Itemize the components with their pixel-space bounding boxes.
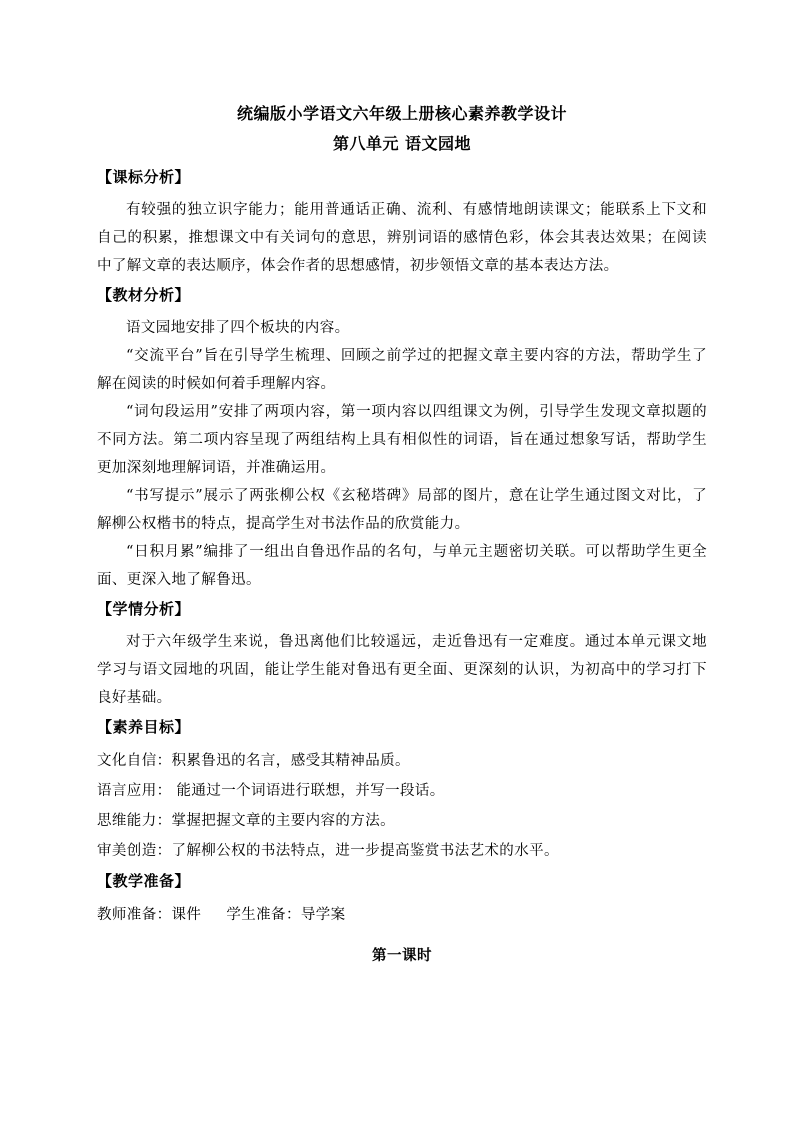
goal-item: 文化自信：积累鲁迅的名言，感受其精神品质。 <box>97 753 410 769</box>
textbook-paragraph: “交流平台”旨在引导学生梳理、回顾之前学过的把握文章主要内容的方法，帮助学生了解在阅读的时候如何着手理解内容。 <box>97 348 707 392</box>
section-heading-prep: 【教学准备】 <box>97 872 191 890</box>
section-prep <box>97 868 707 930</box>
goal-item: 审美创造：了解柳公权的书法特点，进一步提高鉴赏书法艺术的水平。 <box>97 843 559 859</box>
textbook-paragraph: “词句段运用”安排了两项内容，第一项内容以四组课文为例，引导学生发现文章拟题的不同方法。第二项内容呈现了两组结构上具有相似性的词语，旨在通过想象写话，帮助学生更加深刻地理解词语，并准确运用。 <box>97 404 707 476</box>
textbook-paragraph: 语文园地安排了四个板块的内容。 <box>126 320 350 336</box>
textbook-paragraph: “书写提示”展示了两张柳公权《玄秘塔碑》局部的图片，意在让学生通过图文对比，了解柳公权楷书的特点，提高学生对书法作品的欣赏能力。 <box>97 488 707 532</box>
students-paragraph: 对于六年级学生来说，鲁迅离他们比较遥远，走近鲁迅有一定难度。通过本单元课文地学习与语文园地的巩固，能让学生能对鲁迅有更全面、更深刻的认识，为初高中的学习打下良好基础。 <box>97 634 707 706</box>
goal-item: 语言应用： 能通过一个词语进行联想，并写一段话。 <box>97 783 445 799</box>
section-textbook <box>97 282 707 594</box>
prep-line: 教师准备：课件 学生准备：导学案 <box>97 907 346 923</box>
curriculum-paragraph: 有较强的独立识字能力；能用普通话正确、流利、有感情地朗读课文；能联系上下文和自己的积累，推想课文中有关词句的意思，辨别词语的感情色彩，体会其表达效果；在阅读中了解文章的表达顺序，体会作者的思想感情，初步领悟文章的基本表达方法。 <box>97 202 707 274</box>
section-heading-goals: 【素养目标】 <box>97 718 191 736</box>
section-heading-curriculum: 【课标分析】 <box>97 168 191 186</box>
textbook-paragraph: “日积月累”编排了一组出自鲁迅作品的名句，与单元主题密切关联。可以帮助学生更全面、更深入地了解鲁迅。 <box>97 544 707 588</box>
document-title: 统编版小学语文六年级上册核心素养教学设计 <box>236 104 567 123</box>
document-page <box>97 100 707 970</box>
section-heading-textbook: 【教材分析】 <box>97 286 191 304</box>
section-heading-students: 【学情分析】 <box>97 600 191 618</box>
document-subtitle: 第八单元 语文园地 <box>332 134 472 153</box>
lesson-label: 第一课时 <box>372 948 432 964</box>
section-goals <box>97 714 707 866</box>
section-curriculum <box>97 164 707 280</box>
goal-item: 思维能力：掌握把握文章的主要内容的方法。 <box>97 813 395 829</box>
section-students <box>97 596 707 712</box>
